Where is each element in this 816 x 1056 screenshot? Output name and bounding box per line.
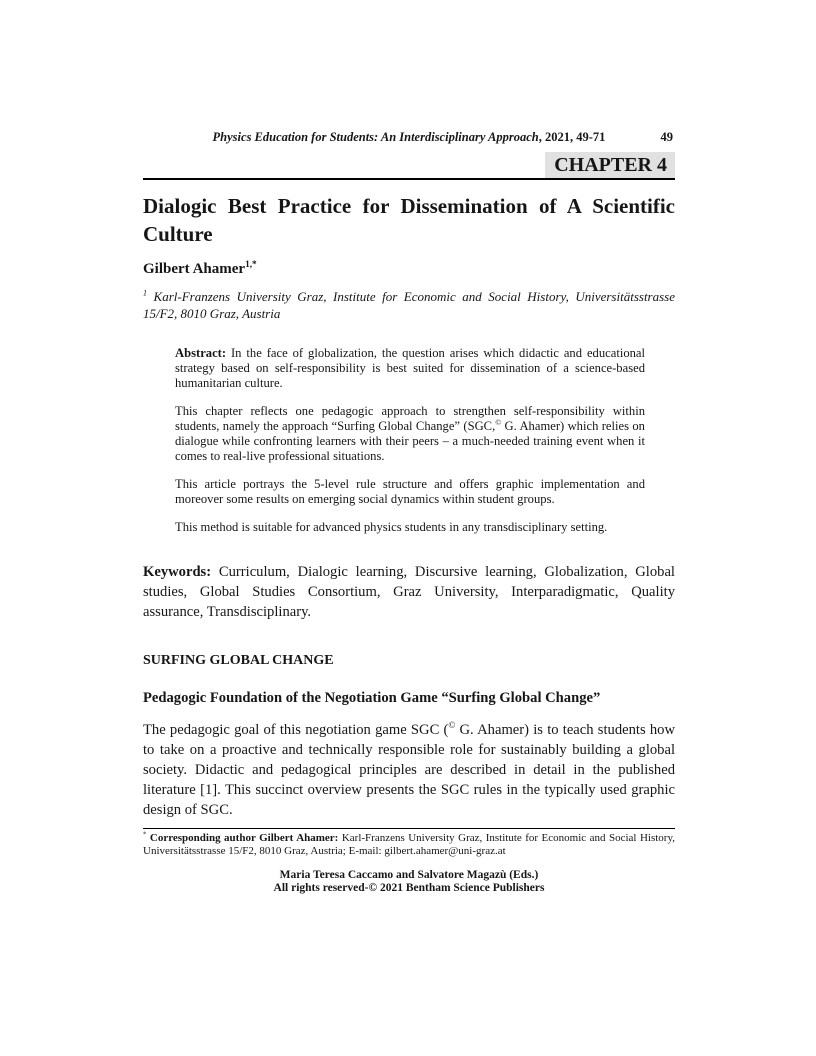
body-paragraph-text: The pedagogic goal of this negotiation game SGC (: [143, 722, 449, 738]
affiliation-text: Karl-Franzens University Graz, Institute for Economic and Social History, Universitätsstrasse 15/F2, 8010 Graz, Austria: [143, 289, 675, 321]
abstract-paragraph-2: [175, 404, 645, 464]
corresponding-author-footnote: [143, 829, 675, 858]
keywords-text: Curriculum, Dialogic learning, Discursive learning, Globalization, Global studies, Global Studies Consortium, Graz University, Interparadigmatic, Quality assurance, Transdisciplinary.: [143, 564, 675, 620]
keywords-label: Keywords:: [143, 564, 212, 580]
abstract-paragraph-4: This method is suitable for advanced physics students in any transdisciplinary setting.: [175, 520, 608, 534]
abstract-paragraph-3: This article portrays the 5-level rule structure and offers graphic implementation and moreover some results on emerging social dynamics within student groups.: [175, 477, 645, 506]
author-superscript: 1,*: [245, 260, 257, 270]
chapter-header-rule: [143, 152, 675, 180]
article-title: Dialogic Best Practice for Dissemination of A Scientific Culture: [143, 194, 675, 246]
section-heading: SURFING GLOBAL CHANGE: [143, 653, 334, 668]
running-title-issue: , 2021, 49-71: [538, 130, 606, 144]
editors-line: Maria Teresa Caccamo and Salvatore Magazù (Eds.): [279, 869, 539, 881]
body-paragraph: [143, 720, 675, 820]
chapter-badge: CHAPTER 4: [545, 152, 675, 178]
author-line: [143, 260, 675, 278]
abstract-paragraph-2-text: This chapter reflects one pedagogic approach to strengthen self-responsibility within students, namely the approach “Surfing Global Change” (SGC,: [175, 404, 645, 433]
running-title: Physics Education for Students: An Interdisciplinary Approach: [212, 130, 539, 144]
body-paragraph-text-cont: G. Ahamer) is to teach students how to take on a proactive and technically responsible role for sustainably building a global society. Didactic and pedagogical principles are described in detail in the published literature [1]. This succinct overview presents the SGC rules in the typically used graphic design of SGC.: [143, 722, 675, 818]
author-name: Gilbert Ahamer: [143, 261, 246, 277]
rights-line: All rights reserved-© 2021 Bentham Science Publishers: [273, 882, 545, 894]
abstract-paragraph-2-text-cont: G. Ahamer) which relies on dialogue while confronting learners with their peers – a much-needed training event when it comes to real-live professional situations.: [175, 419, 645, 463]
subsection-heading: Pedagogic Foundation of the Negotiation Game “Surfing Global Change”: [143, 690, 601, 706]
affiliation-superscript: 1: [143, 288, 148, 298]
running-head: [143, 130, 675, 145]
keywords-block: [143, 562, 675, 622]
copyright-superscript: ©: [495, 417, 502, 427]
affiliation-line: [143, 288, 675, 322]
page-content: [143, 130, 675, 895]
footnote-marker: *: [143, 831, 147, 839]
footnote-label: Corresponding author Gilbert Ahamer:: [146, 832, 339, 844]
abstract-label: Abstract:: [175, 346, 227, 360]
abstract-paragraph-1-text: In the face of globalization, the question arises which didactic and educational strategy based on self-responsibility is best suited for dissemination of a science-based humanitarian culture.: [175, 346, 645, 390]
copyright-superscript: ©: [448, 720, 456, 731]
page-number: 49: [660, 130, 673, 144]
abstract-block: [175, 346, 645, 535]
publisher-block: [143, 869, 675, 895]
abstract-paragraph-1: [175, 346, 645, 391]
footnote-text: Karl-Franzens University Graz, Institute for Economic and Social History, Universitätsstrasse 15/F2, 8010 Graz, Austria; E-mail: gilbert.ahamer@uni-graz.at: [143, 832, 675, 857]
